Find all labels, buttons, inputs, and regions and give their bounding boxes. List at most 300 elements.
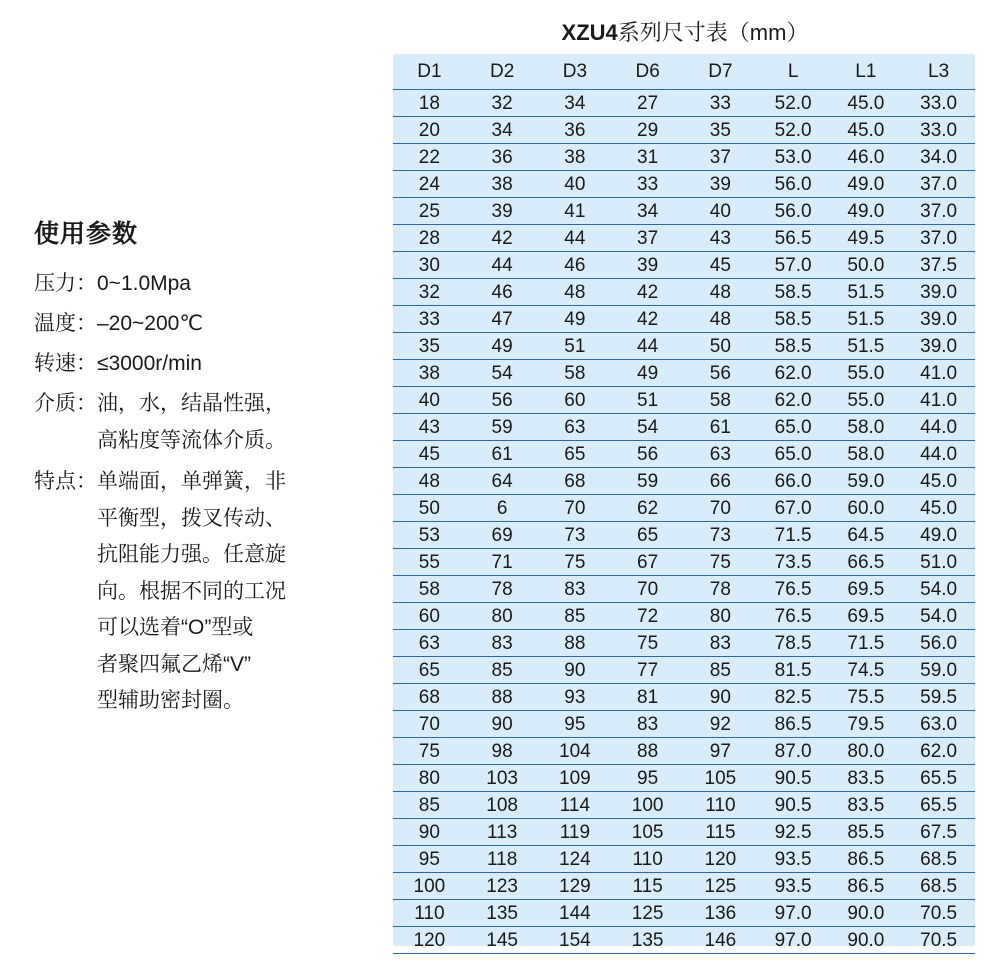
table-cell: 6 bbox=[466, 495, 539, 522]
table-cell: 71 bbox=[466, 549, 539, 576]
table-cell: 41.0 bbox=[902, 360, 975, 387]
table-cell: 44.0 bbox=[902, 441, 975, 468]
column-header: D1 bbox=[393, 54, 466, 90]
table-cell: 48 bbox=[393, 468, 466, 495]
table-row bbox=[393, 333, 975, 360]
params-title: 使用参数 bbox=[34, 220, 139, 248]
table-cell: 51.5 bbox=[830, 306, 903, 333]
table-cell: 68.5 bbox=[902, 873, 975, 900]
table-cell: 33 bbox=[684, 90, 757, 117]
param-value-line: 平衡型，拨叉传动、 bbox=[97, 506, 286, 530]
table-cell: 76.5 bbox=[757, 576, 830, 603]
param-value bbox=[97, 386, 327, 459]
param-item bbox=[34, 464, 364, 720]
param-value-line: 单端面，单弹簧，非 bbox=[97, 470, 286, 493]
table-cell: 50 bbox=[393, 495, 466, 522]
table-cell: 105 bbox=[611, 819, 684, 846]
table-cell: 36 bbox=[466, 144, 539, 171]
table-cell: 92.5 bbox=[757, 819, 830, 846]
table-cell: 80 bbox=[684, 603, 757, 630]
table-cell: 42 bbox=[611, 306, 684, 333]
table-cell: 63 bbox=[539, 414, 612, 441]
table-row bbox=[393, 144, 975, 171]
table-cell: 48 bbox=[539, 279, 612, 306]
table-row bbox=[393, 765, 975, 792]
table-cell: 85 bbox=[539, 603, 612, 630]
table-cell: 104 bbox=[539, 738, 612, 765]
table-cell: 60 bbox=[393, 603, 466, 630]
table-cell: 51 bbox=[611, 387, 684, 414]
param-list bbox=[34, 266, 364, 720]
table-cell: 75 bbox=[684, 549, 757, 576]
table-body bbox=[393, 90, 975, 954]
table-cell: 49 bbox=[466, 333, 539, 360]
table-row bbox=[393, 279, 975, 306]
table-cell: 75 bbox=[611, 630, 684, 657]
table-cell: 65 bbox=[393, 657, 466, 684]
param-value-line: 0~1.0Mpa bbox=[97, 272, 191, 295]
table-cell: 109 bbox=[539, 765, 612, 792]
table-cell: 34.0 bbox=[902, 144, 975, 171]
table-cell: 50.0 bbox=[830, 252, 903, 279]
table-cell: 86.5 bbox=[830, 873, 903, 900]
table-cell: 123 bbox=[466, 873, 539, 900]
table-cell: 67.5 bbox=[902, 819, 975, 846]
table-cell: 65.0 bbox=[757, 414, 830, 441]
table-cell: 93.5 bbox=[757, 846, 830, 873]
table-cell: 37 bbox=[611, 225, 684, 252]
table-cell: 38 bbox=[539, 144, 612, 171]
table-cell: 90.0 bbox=[830, 900, 903, 927]
table-cell: 70 bbox=[611, 576, 684, 603]
table-cell: 78 bbox=[466, 576, 539, 603]
table-cell: 32 bbox=[466, 90, 539, 117]
table-cell: 51 bbox=[539, 333, 612, 360]
table-cell: 39.0 bbox=[902, 333, 975, 360]
table-cell: 118 bbox=[466, 846, 539, 873]
table-cell: 54 bbox=[611, 414, 684, 441]
table-cell: 78 bbox=[684, 576, 757, 603]
size-table bbox=[393, 54, 975, 954]
table-cell: 42 bbox=[611, 279, 684, 306]
table-cell: 41.0 bbox=[902, 387, 975, 414]
table-row bbox=[393, 846, 975, 873]
table-title bbox=[395, 18, 975, 48]
table-cell: 105 bbox=[684, 765, 757, 792]
table-cell: 86.5 bbox=[830, 846, 903, 873]
table-cell: 57.0 bbox=[757, 252, 830, 279]
table-cell: 80 bbox=[393, 765, 466, 792]
table-cell: 115 bbox=[684, 819, 757, 846]
table-cell: 39.0 bbox=[902, 306, 975, 333]
table-cell: 34 bbox=[466, 117, 539, 144]
param-value bbox=[97, 464, 327, 720]
table-row bbox=[393, 441, 975, 468]
table-cell: 45 bbox=[684, 252, 757, 279]
table-title-text: 系列尺寸表（mm） bbox=[617, 20, 809, 45]
table-cell: 39 bbox=[466, 198, 539, 225]
table-cell: 92 bbox=[684, 711, 757, 738]
table-cell: 90 bbox=[393, 819, 466, 846]
table-cell: 93 bbox=[539, 684, 612, 711]
table-cell: 97.0 bbox=[757, 927, 830, 954]
table-cell: 144 bbox=[539, 900, 612, 927]
table-cell: 110 bbox=[393, 900, 466, 927]
column-header: L3 bbox=[902, 54, 975, 90]
table-cell: 58.0 bbox=[830, 441, 903, 468]
table-cell: 22 bbox=[393, 144, 466, 171]
table-cell: 125 bbox=[684, 873, 757, 900]
table-cell: 120 bbox=[393, 927, 466, 954]
table-cell: 83.5 bbox=[830, 792, 903, 819]
table-cell: 76.5 bbox=[757, 603, 830, 630]
table-cell: 54 bbox=[466, 360, 539, 387]
table-cell: 85.5 bbox=[830, 819, 903, 846]
table-row bbox=[393, 549, 975, 576]
table-cell: 61 bbox=[684, 414, 757, 441]
table-cell: 35 bbox=[684, 117, 757, 144]
column-header: D3 bbox=[539, 54, 612, 90]
table-row bbox=[393, 873, 975, 900]
table-cell: 124 bbox=[539, 846, 612, 873]
table-cell: 83 bbox=[539, 576, 612, 603]
table-cell: 90 bbox=[466, 711, 539, 738]
table-cell: 70.5 bbox=[902, 927, 975, 954]
table-cell: 25 bbox=[393, 198, 466, 225]
table-cell: 44 bbox=[466, 252, 539, 279]
table-cell: 45.0 bbox=[902, 468, 975, 495]
table-cell: 45.0 bbox=[830, 117, 903, 144]
table-cell: 146 bbox=[684, 927, 757, 954]
table-cell: 49.0 bbox=[830, 198, 903, 225]
table-cell: 110 bbox=[611, 846, 684, 873]
table-cell: 100 bbox=[393, 873, 466, 900]
table-cell: 80.0 bbox=[830, 738, 903, 765]
table-cell: 56 bbox=[611, 441, 684, 468]
table-cell: 65.0 bbox=[757, 441, 830, 468]
param-value-line: 向。根据不同的工况 bbox=[97, 579, 286, 603]
column-header: L1 bbox=[830, 54, 903, 90]
table-cell: 67 bbox=[611, 549, 684, 576]
table-cell: 71.5 bbox=[757, 522, 830, 549]
table-cell: 85 bbox=[466, 657, 539, 684]
table-cell: 70 bbox=[684, 495, 757, 522]
table-cell: 58 bbox=[684, 387, 757, 414]
table-cell: 58.5 bbox=[757, 333, 830, 360]
table-cell: 59.5 bbox=[902, 684, 975, 711]
table-cell: 45.0 bbox=[830, 90, 903, 117]
table-cell: 97.0 bbox=[757, 900, 830, 927]
table-row bbox=[393, 117, 975, 144]
table-cell: 24 bbox=[393, 171, 466, 198]
table-cell: 33 bbox=[393, 306, 466, 333]
table-cell: 49.0 bbox=[902, 522, 975, 549]
table-cell: 119 bbox=[539, 819, 612, 846]
column-header: D7 bbox=[684, 54, 757, 90]
table-cell: 37.5 bbox=[902, 252, 975, 279]
table-cell: 70 bbox=[539, 495, 612, 522]
table-row bbox=[393, 414, 975, 441]
table-cell: 52.0 bbox=[757, 90, 830, 117]
table-row bbox=[393, 657, 975, 684]
table-cell: 71.5 bbox=[830, 630, 903, 657]
table-cell: 83 bbox=[611, 711, 684, 738]
table-row bbox=[393, 711, 975, 738]
table-cell: 33.0 bbox=[902, 117, 975, 144]
table-cell: 58 bbox=[539, 360, 612, 387]
table-cell: 69.5 bbox=[830, 576, 903, 603]
table-cell: 33 bbox=[611, 171, 684, 198]
column-header: L bbox=[757, 54, 830, 90]
usage-parameters-panel bbox=[34, 216, 364, 725]
table-cell: 59 bbox=[466, 414, 539, 441]
param-value bbox=[97, 306, 327, 341]
param-value-line: 油，水，结晶性强， bbox=[97, 392, 286, 415]
table-cell: 125 bbox=[611, 900, 684, 927]
table-row bbox=[393, 198, 975, 225]
table-cell: 103 bbox=[466, 765, 539, 792]
table-cell: 79.5 bbox=[830, 711, 903, 738]
table-cell: 53.0 bbox=[757, 144, 830, 171]
table-cell: 85 bbox=[684, 657, 757, 684]
table-cell: 100 bbox=[611, 792, 684, 819]
table-row bbox=[393, 927, 975, 954]
table-cell: 74.5 bbox=[830, 657, 903, 684]
table-cell: 68 bbox=[393, 684, 466, 711]
table-cell: 51.5 bbox=[830, 333, 903, 360]
table-cell: 65 bbox=[611, 522, 684, 549]
table-cell: 154 bbox=[539, 927, 612, 954]
table-cell: 129 bbox=[539, 873, 612, 900]
table-cell: 82.5 bbox=[757, 684, 830, 711]
table-cell: 93.5 bbox=[757, 873, 830, 900]
table-cell: 62.0 bbox=[757, 360, 830, 387]
table-cell: 136 bbox=[684, 900, 757, 927]
table-cell: 44 bbox=[611, 333, 684, 360]
table-cell: 69 bbox=[466, 522, 539, 549]
param-value-line: ≤3000r/min bbox=[97, 352, 202, 375]
table-cell: 20 bbox=[393, 117, 466, 144]
table-cell: 51.0 bbox=[902, 549, 975, 576]
table-cell: 70 bbox=[393, 711, 466, 738]
table-cell: 77 bbox=[611, 657, 684, 684]
table-cell: 49.0 bbox=[830, 171, 903, 198]
table-cell: 41 bbox=[539, 198, 612, 225]
table-row bbox=[393, 630, 975, 657]
table-cell: 45 bbox=[393, 441, 466, 468]
table-cell: 65 bbox=[539, 441, 612, 468]
table-cell: 88 bbox=[611, 738, 684, 765]
table-cell: 55 bbox=[393, 549, 466, 576]
table-cell: 49 bbox=[611, 360, 684, 387]
table-cell: 56.0 bbox=[757, 171, 830, 198]
table-row bbox=[393, 225, 975, 252]
table-title-model: XZU4 bbox=[561, 20, 618, 45]
table-cell: 90 bbox=[684, 684, 757, 711]
table-cell: 63 bbox=[684, 441, 757, 468]
table-cell: 114 bbox=[539, 792, 612, 819]
table-row bbox=[393, 387, 975, 414]
table-cell: 95 bbox=[611, 765, 684, 792]
table-cell: 46.0 bbox=[830, 144, 903, 171]
table-cell: 18 bbox=[393, 90, 466, 117]
table-cell: 36 bbox=[539, 117, 612, 144]
table-cell: 37.0 bbox=[902, 171, 975, 198]
table-cell: 44.0 bbox=[902, 414, 975, 441]
table-cell: 95 bbox=[393, 846, 466, 873]
table-cell: 98 bbox=[466, 738, 539, 765]
table-cell: 63 bbox=[393, 630, 466, 657]
table-cell: 66 bbox=[684, 468, 757, 495]
table-cell: 34 bbox=[539, 90, 612, 117]
table-cell: 48 bbox=[684, 279, 757, 306]
table-cell: 35 bbox=[393, 333, 466, 360]
table-cell: 90.5 bbox=[757, 765, 830, 792]
table-cell: 59 bbox=[611, 468, 684, 495]
table-cell: 66.0 bbox=[757, 468, 830, 495]
table-cell: 73 bbox=[539, 522, 612, 549]
table-row bbox=[393, 90, 975, 117]
table-cell: 37 bbox=[684, 144, 757, 171]
table-cell: 88 bbox=[539, 630, 612, 657]
table-cell: 90 bbox=[539, 657, 612, 684]
table-cell: 86.5 bbox=[757, 711, 830, 738]
param-value-line: 可以选着“O”型或 bbox=[97, 616, 254, 639]
table-cell: 39 bbox=[611, 252, 684, 279]
table-cell: 28 bbox=[393, 225, 466, 252]
table-cell: 60.0 bbox=[830, 495, 903, 522]
table-cell: 81 bbox=[611, 684, 684, 711]
table-cell: 75 bbox=[539, 549, 612, 576]
table-cell: 40 bbox=[539, 171, 612, 198]
table-cell: 58 bbox=[393, 576, 466, 603]
table-row bbox=[393, 468, 975, 495]
param-label: 压力： bbox=[34, 272, 97, 295]
param-value-line: –20~200℃ bbox=[97, 312, 203, 335]
table-cell: 37.0 bbox=[902, 225, 975, 252]
table-row bbox=[393, 495, 975, 522]
table-cell: 46 bbox=[539, 252, 612, 279]
table-cell: 45.0 bbox=[902, 495, 975, 522]
table-cell: 88 bbox=[466, 684, 539, 711]
table-cell: 145 bbox=[466, 927, 539, 954]
table-cell: 44 bbox=[539, 225, 612, 252]
table-cell: 38 bbox=[466, 171, 539, 198]
table-row bbox=[393, 684, 975, 711]
table-cell: 38 bbox=[393, 360, 466, 387]
table-row bbox=[393, 306, 975, 333]
table-cell: 53 bbox=[393, 522, 466, 549]
param-value-line: 者聚四氟乙烯“V” bbox=[97, 652, 251, 676]
table-cell: 81.5 bbox=[757, 657, 830, 684]
table-cell: 70.5 bbox=[902, 900, 975, 927]
size-table-container bbox=[393, 54, 975, 951]
table-cell: 73.5 bbox=[757, 549, 830, 576]
table-cell: 59.0 bbox=[830, 468, 903, 495]
param-value bbox=[97, 346, 327, 381]
table-cell: 62 bbox=[611, 495, 684, 522]
table-cell: 32 bbox=[393, 279, 466, 306]
table-cell: 58.5 bbox=[757, 306, 830, 333]
table-cell: 50 bbox=[684, 333, 757, 360]
table-cell: 97 bbox=[684, 738, 757, 765]
table-cell: 75.5 bbox=[830, 684, 903, 711]
table-cell: 65.5 bbox=[902, 765, 975, 792]
table-cell: 59.0 bbox=[902, 657, 975, 684]
table-cell: 52.0 bbox=[757, 117, 830, 144]
table-cell: 60 bbox=[539, 387, 612, 414]
param-label: 特点： bbox=[34, 470, 97, 493]
table-cell: 115 bbox=[611, 873, 684, 900]
table-cell: 43 bbox=[684, 225, 757, 252]
table-cell: 30 bbox=[393, 252, 466, 279]
table-cell: 64 bbox=[466, 468, 539, 495]
table-cell: 54.0 bbox=[902, 603, 975, 630]
table-cell: 120 bbox=[684, 846, 757, 873]
table-cell: 135 bbox=[611, 927, 684, 954]
table-cell: 54.0 bbox=[902, 576, 975, 603]
param-item bbox=[34, 386, 364, 459]
table-cell: 42 bbox=[466, 225, 539, 252]
table-cell: 110 bbox=[684, 792, 757, 819]
table-cell: 37.0 bbox=[902, 198, 975, 225]
param-item bbox=[34, 306, 364, 341]
table-cell: 49.5 bbox=[830, 225, 903, 252]
table-row bbox=[393, 252, 975, 279]
table-header-row bbox=[393, 54, 975, 90]
table-cell: 83 bbox=[466, 630, 539, 657]
column-header: D6 bbox=[611, 54, 684, 90]
column-header: D2 bbox=[466, 54, 539, 90]
table-cell: 58.5 bbox=[757, 279, 830, 306]
table-cell: 72 bbox=[611, 603, 684, 630]
table-cell: 39 bbox=[684, 171, 757, 198]
table-row bbox=[393, 171, 975, 198]
table-cell: 87.0 bbox=[757, 738, 830, 765]
table-cell: 64.5 bbox=[830, 522, 903, 549]
table-cell: 27 bbox=[611, 90, 684, 117]
table-cell: 63.0 bbox=[902, 711, 975, 738]
table-cell: 56.0 bbox=[902, 630, 975, 657]
table-row bbox=[393, 738, 975, 765]
table-cell: 34 bbox=[611, 198, 684, 225]
table-row bbox=[393, 360, 975, 387]
table-cell: 47 bbox=[466, 306, 539, 333]
param-value bbox=[97, 266, 327, 301]
table-cell: 135 bbox=[466, 900, 539, 927]
table-cell: 67.0 bbox=[757, 495, 830, 522]
table-cell: 73 bbox=[684, 522, 757, 549]
table-cell: 40 bbox=[684, 198, 757, 225]
table-cell: 56.0 bbox=[757, 198, 830, 225]
table-cell: 95 bbox=[539, 711, 612, 738]
param-item bbox=[34, 266, 364, 301]
table-cell: 90.0 bbox=[830, 927, 903, 954]
table-cell: 56 bbox=[684, 360, 757, 387]
table-row bbox=[393, 522, 975, 549]
table-cell: 55.0 bbox=[830, 387, 903, 414]
table-cell: 68 bbox=[539, 468, 612, 495]
table-cell: 55.0 bbox=[830, 360, 903, 387]
table-cell: 46 bbox=[466, 279, 539, 306]
table-row bbox=[393, 576, 975, 603]
param-label: 介质： bbox=[34, 392, 97, 415]
table-cell: 65.5 bbox=[902, 792, 975, 819]
table-cell: 39.0 bbox=[902, 279, 975, 306]
param-label: 转速： bbox=[34, 352, 97, 375]
table-cell: 85 bbox=[393, 792, 466, 819]
table-cell: 31 bbox=[611, 144, 684, 171]
